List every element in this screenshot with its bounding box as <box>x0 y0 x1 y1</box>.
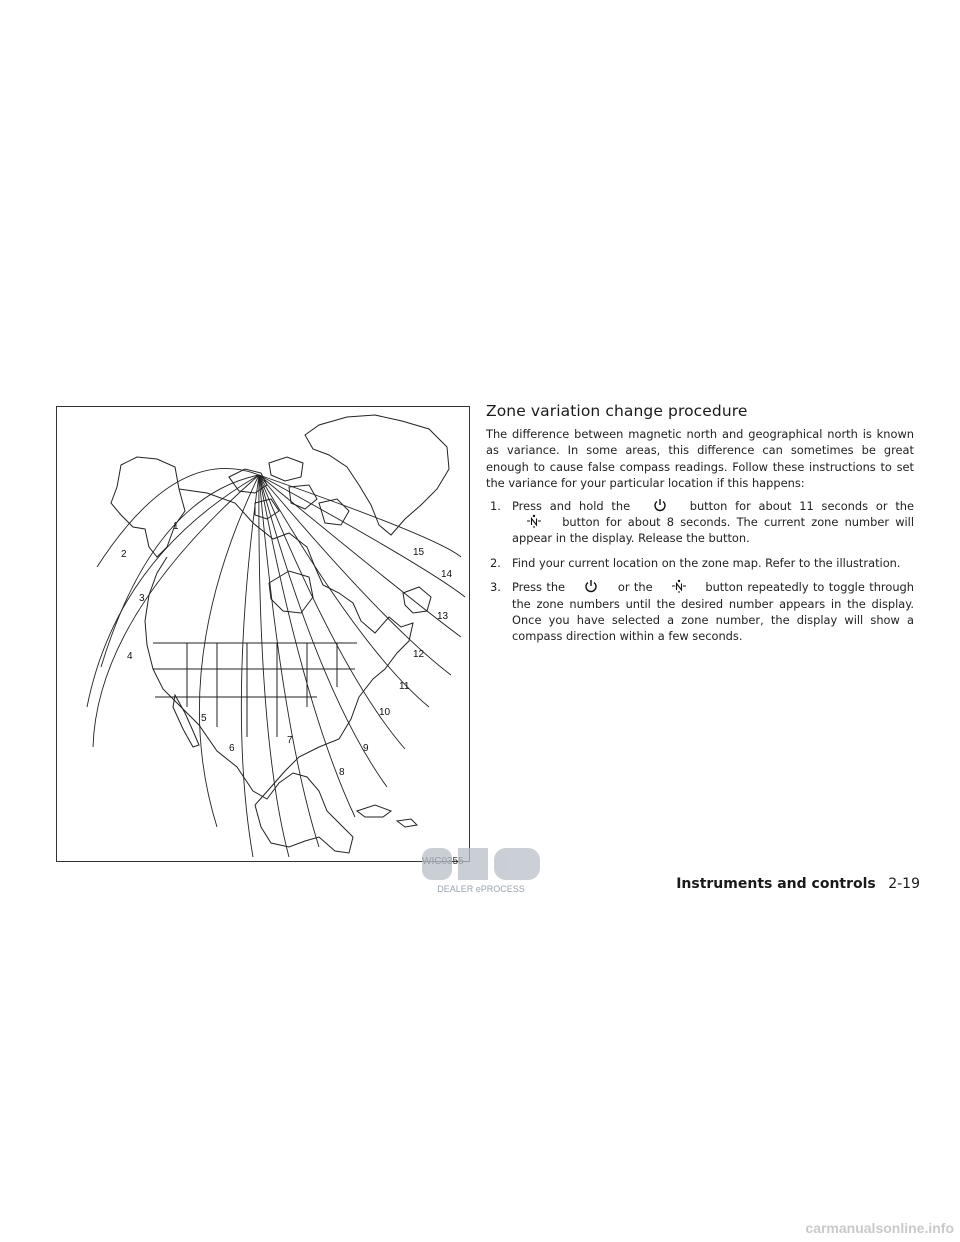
footer-section: Instruments and controls <box>676 876 876 892</box>
power-button-icon <box>569 579 613 593</box>
zone-label-4: 4 <box>127 651 133 662</box>
section-title: Zone variation change procedure <box>486 402 748 420</box>
step-number: 1. <box>490 498 501 513</box>
zone-map-figure <box>56 406 470 862</box>
intro-paragraph: The difference between magnetic north and geographical north is known as variance. In some areas, this difference can sometimes be great enough to cause false compass readings. Follow these instructions to set the variance for your particular location if this happens: <box>486 427 914 491</box>
zone-boundary-line <box>241 475 259 857</box>
step-number: 2. <box>490 555 501 570</box>
zone-label-12: 12 <box>413 649 425 660</box>
zone-label-8: 8 <box>339 767 345 778</box>
zone-label-5: 5 <box>201 713 207 724</box>
zone-boundary-line <box>259 475 289 857</box>
zone-boundary-line <box>87 475 259 707</box>
zone-boundary-line <box>259 475 319 847</box>
step-number: 3. <box>490 580 501 595</box>
page-footer <box>676 876 920 892</box>
step-3: 3. Press the or the button repeatedly to toggle through the zone numbers until the desired number appears in the display. Once you have selected a zone number, the display will show a compass direction within a few seconds. <box>490 580 914 644</box>
zone-label-13: 13 <box>437 611 449 622</box>
step-1: 1. Press and hold the button for about 11 seconds or the button for about 8 seconds. The current zone number will appear in the display. Release the button. <box>490 498 915 546</box>
compass-n-button-icon <box>512 514 556 528</box>
zone-label-3: 3 <box>139 593 145 604</box>
logo-text: DEALER ePROCESS <box>437 884 525 894</box>
zone-label-14: 14 <box>441 569 453 580</box>
zone-label-2: 2 <box>121 549 127 560</box>
site-watermark: carmanualsonline.info <box>805 1220 954 1236</box>
zone-label-7: 7 <box>287 735 293 746</box>
zone-map-illustration <box>57 407 469 861</box>
content-column <box>486 402 914 653</box>
zone-boundary-line <box>93 475 259 747</box>
zone-label-6: 6 <box>229 743 235 754</box>
zone-label-1: 1 <box>173 521 179 532</box>
page-number: 2-19 <box>888 876 920 892</box>
zone-boundary-line <box>259 475 429 707</box>
zone-label-10: 10 <box>379 707 391 718</box>
compass-n-button-icon <box>657 579 701 593</box>
zone-label-15: 15 <box>413 547 425 558</box>
zone-boundary-line <box>199 475 259 827</box>
zone-boundary-line <box>259 475 461 637</box>
zone-label-9: 9 <box>363 743 369 754</box>
step-list <box>486 498 914 645</box>
zone-boundary-line <box>259 475 451 675</box>
step-2: 2. Find your current location on the zone map. Refer to the illustration. <box>490 555 901 570</box>
dealer-eprocess-logo <box>418 846 544 896</box>
zone-label-11: 11 <box>399 681 410 692</box>
power-button-icon <box>638 498 682 512</box>
